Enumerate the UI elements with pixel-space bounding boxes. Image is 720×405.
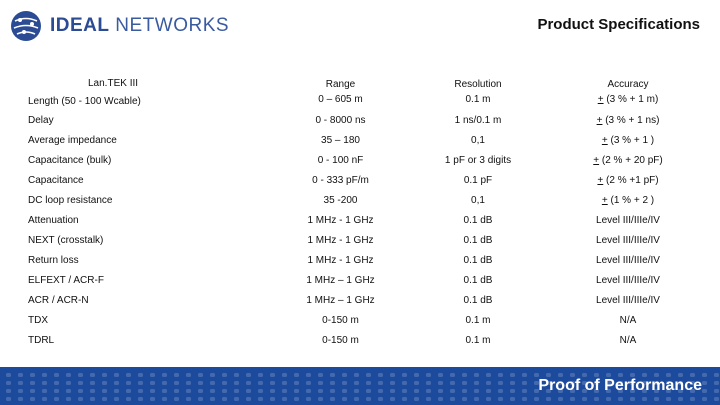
accuracy-cell <box>548 195 708 206</box>
footer-dot <box>282 381 287 385</box>
footer-dot <box>450 373 455 377</box>
footer-dot <box>54 373 59 377</box>
footer-dot <box>630 397 635 401</box>
header-accuracy-cell <box>548 77 708 107</box>
footer-dot <box>510 373 515 377</box>
footer-dot <box>414 381 419 385</box>
footer-dot <box>18 389 23 393</box>
footer-dot <box>150 397 155 401</box>
footer-dot <box>198 389 203 393</box>
footer-dot <box>78 397 83 401</box>
footer-dot <box>66 389 71 393</box>
accuracy-cell <box>548 115 708 126</box>
footer-dot <box>366 381 371 385</box>
footer-dot <box>342 381 347 385</box>
footer-dot <box>354 397 359 401</box>
footer-dot <box>66 397 71 401</box>
footer-dot <box>486 397 491 401</box>
footer-dot <box>390 373 395 377</box>
footer-dot <box>354 373 359 377</box>
footer-dot <box>594 397 599 401</box>
footer-dot <box>90 397 95 401</box>
accuracy-cell <box>548 335 708 346</box>
footer-dot <box>306 381 311 385</box>
footer-dot <box>402 381 407 385</box>
page-title: Product Specifications <box>537 16 700 33</box>
accuracy-cell <box>548 255 708 266</box>
footer-dot <box>354 389 359 393</box>
footer-dot <box>318 389 323 393</box>
footer-dot <box>78 389 83 393</box>
footer-dot <box>642 397 647 401</box>
footer-dot <box>126 389 131 393</box>
footer-dot <box>162 373 167 377</box>
accuracy-value: (3 % + 1 m) <box>603 94 659 105</box>
plus-minus-symbol: + <box>596 114 603 126</box>
footer-dot <box>618 397 623 401</box>
footer-dot <box>330 373 335 377</box>
header-resolution-cell <box>408 77 548 107</box>
footer-dot <box>282 397 287 401</box>
range-cell: 35 – 180 <box>321 134 360 146</box>
footer-dot <box>654 397 659 401</box>
footer-dot <box>174 389 179 393</box>
table-header-row <box>28 74 708 110</box>
footer-dot <box>366 397 371 401</box>
footer-dot <box>6 397 11 401</box>
footer-dot <box>18 373 23 377</box>
footer-dot <box>78 373 83 377</box>
param-cell: Capacitance (bulk) <box>28 154 112 166</box>
resolution-header: Resolution <box>454 79 502 90</box>
footer-dot <box>318 381 323 385</box>
footer-dot <box>426 381 431 385</box>
footer-dot <box>702 397 707 401</box>
header-range-cell <box>273 77 408 107</box>
footer-dot <box>330 389 335 393</box>
footer-dot <box>186 397 191 401</box>
footer-dot <box>294 373 299 377</box>
footer-dot <box>306 373 311 377</box>
footer-dot <box>66 373 71 377</box>
footer-dot <box>474 381 479 385</box>
footer-dot <box>462 397 467 401</box>
range-cell: 0-150 m <box>322 314 359 326</box>
footer-dot <box>246 373 251 377</box>
accuracy-cell <box>548 315 708 326</box>
accuracy-value: N/A <box>619 314 637 326</box>
param-cell: NEXT (crosstalk) <box>28 234 104 246</box>
accuracy-value: N/A <box>619 334 637 346</box>
footer-dot <box>18 381 23 385</box>
footer-dot <box>318 373 323 377</box>
footer-dot <box>690 397 695 401</box>
footer-dot <box>450 389 455 393</box>
accuracy-value: (3 % + 1 ) <box>607 134 655 146</box>
range-cell: 0-150 m <box>322 334 359 346</box>
footer-dot <box>510 381 515 385</box>
footer-dot <box>198 373 203 377</box>
footer-dot <box>294 397 299 401</box>
footer-dot <box>102 397 107 401</box>
range-cell: 1 MHz - 1 GHz <box>307 254 374 266</box>
footer-dot <box>42 381 47 385</box>
brand-name-bold: IDEAL <box>50 15 110 36</box>
footer-dot <box>126 397 131 401</box>
footer-dot <box>498 389 503 393</box>
footer-dot <box>222 381 227 385</box>
footer-dot <box>270 381 275 385</box>
footer-dot <box>222 373 227 377</box>
footer-dot <box>414 397 419 401</box>
footer-dot <box>486 373 491 377</box>
param-cell: Capacitance <box>28 174 84 186</box>
footer-dot <box>6 373 11 377</box>
footer-dot <box>342 397 347 401</box>
footer-dot <box>462 373 467 377</box>
param-cell: Average impedance <box>28 134 117 146</box>
footer-dot <box>378 389 383 393</box>
resolution-cell: 0.1 m <box>465 314 491 326</box>
footer-dot <box>306 397 311 401</box>
footer-dot <box>174 381 179 385</box>
footer-dot <box>150 373 155 377</box>
footer-dot <box>402 373 407 377</box>
resolution-cell: 1 pF or 3 digits <box>444 154 512 166</box>
footer-dot <box>534 397 539 401</box>
resolution-cell: 0,1 <box>471 134 485 146</box>
footer-dot <box>90 381 95 385</box>
footer-dot <box>114 381 119 385</box>
param-cell: DC loop resistance <box>28 194 113 206</box>
footer-dot <box>342 389 347 393</box>
footer-dot <box>378 381 383 385</box>
resolution-cell: 0,1 <box>471 194 485 206</box>
accuracy-value: Level III/IIIe/IV <box>596 214 660 226</box>
table-row <box>28 130 708 150</box>
accuracy-header: Accuracy <box>607 79 649 90</box>
table-row <box>28 270 708 290</box>
footer-dot <box>198 397 203 401</box>
table-row <box>28 330 708 350</box>
accuracy-value: Level III/IIIe/IV <box>596 294 660 306</box>
footer-dot <box>66 381 71 385</box>
footer-dot <box>498 397 503 401</box>
footer-dot <box>174 397 179 401</box>
table-row <box>28 250 708 270</box>
footer-dot <box>390 389 395 393</box>
footer-dot <box>702 381 707 385</box>
param-cell: Return loss <box>28 254 79 266</box>
footer-dot <box>138 373 143 377</box>
footer-dot <box>150 389 155 393</box>
plus-minus-symbol: + <box>601 134 608 146</box>
param-cell: TDX <box>28 314 48 326</box>
footer-dot <box>558 397 563 401</box>
resolution-cell: 0.1 dB <box>463 294 493 306</box>
plus-minus-symbol: + <box>601 194 608 206</box>
footer-dot <box>546 397 551 401</box>
param-cell: Delay <box>28 114 54 126</box>
footer-dot <box>378 373 383 377</box>
accuracy-cell <box>548 235 708 246</box>
resolution-cell: 0.1 pF <box>463 174 493 186</box>
footer-dot <box>414 389 419 393</box>
footer-dot <box>450 381 455 385</box>
footer-dot <box>270 397 275 401</box>
footer-dot <box>438 373 443 377</box>
resolution-cell: 0.1 dB <box>463 234 493 246</box>
brand-name-rest: NETWORKS <box>109 15 230 36</box>
footer-dot <box>90 389 95 393</box>
accuracy-value: Level III/IIIe/IV <box>596 254 660 266</box>
footer-dot <box>498 381 503 385</box>
footer-dot <box>522 389 527 393</box>
footer-dot <box>198 381 203 385</box>
range-cell: 1 MHz - 1 GHz <box>307 214 374 226</box>
plus-minus-symbol: + <box>593 154 600 166</box>
footer-dot <box>138 389 143 393</box>
accuracy-cell <box>548 175 708 186</box>
footer-dot <box>666 397 671 401</box>
footer-dot <box>522 373 527 377</box>
footer-dot <box>438 397 443 401</box>
brand-logo <box>10 10 229 42</box>
footer-dot <box>222 389 227 393</box>
footer-dot <box>6 381 11 385</box>
accuracy-value: (2 % +1 pF) <box>603 174 659 186</box>
footer-dot <box>498 373 503 377</box>
footer-dot <box>450 397 455 401</box>
param-cell: ELFEXT / ACR-F <box>28 274 104 286</box>
footer-dot <box>114 389 119 393</box>
accuracy-cell <box>548 295 708 306</box>
accuracy-cell <box>548 92 708 107</box>
footer-dot <box>30 373 35 377</box>
footer-dot <box>102 381 107 385</box>
footer-dot <box>54 389 59 393</box>
footer-dot <box>54 397 59 401</box>
footer-dot <box>42 389 47 393</box>
footer-dot <box>354 381 359 385</box>
footer-dot <box>54 381 59 385</box>
footer-dot <box>402 397 407 401</box>
footer-dot <box>150 381 155 385</box>
resolution-cell: 0.1 dB <box>463 274 493 286</box>
footer-dot <box>474 397 479 401</box>
table-row <box>28 110 708 130</box>
footer-dot <box>246 397 251 401</box>
footer-dot <box>186 381 191 385</box>
accuracy-value: Level III/IIIe/IV <box>596 274 660 286</box>
footer-dot <box>294 381 299 385</box>
footer-dot <box>714 397 719 401</box>
resolution-cell: 1 ns/0.1 m <box>454 114 502 126</box>
footer-dot <box>222 397 227 401</box>
footer-dot <box>114 397 119 401</box>
range-cell: 0 - 333 pF/m <box>312 174 369 186</box>
range-cell: 0 - 100 nF <box>317 154 364 166</box>
footer-dot <box>522 381 527 385</box>
footer-dot <box>42 373 47 377</box>
brand-name <box>50 15 229 37</box>
accuracy-cell <box>548 215 708 226</box>
range-cell: 0 - 8000 ns <box>315 114 366 126</box>
footer-dot <box>126 381 131 385</box>
footer-dot <box>426 373 431 377</box>
accuracy-cell <box>548 275 708 286</box>
footer-dot <box>138 381 143 385</box>
range-header: Range <box>325 79 356 90</box>
footer-dot <box>486 381 491 385</box>
range-cell: 1 MHz - 1 GHz <box>307 234 374 246</box>
footer-dot <box>426 397 431 401</box>
footer-dot <box>474 373 479 377</box>
footer-dot <box>678 397 683 401</box>
table-row <box>28 210 708 230</box>
plus-minus-symbol: + <box>597 174 604 186</box>
accuracy-cell <box>548 155 708 166</box>
param-cell: ACR / ACR-N <box>28 294 89 306</box>
footer-dot <box>162 381 167 385</box>
footer-dot <box>210 389 215 393</box>
footer-dot <box>582 397 587 401</box>
footer-dot <box>294 389 299 393</box>
resolution-cell: 0.1 dB <box>463 254 493 266</box>
footer-dot <box>510 389 515 393</box>
footer-dot <box>282 373 287 377</box>
footer-dot <box>486 389 491 393</box>
footer-dot <box>390 381 395 385</box>
footer-dot <box>702 373 707 377</box>
footer-dot <box>330 397 335 401</box>
footer-dot <box>714 373 719 377</box>
footer-dot <box>414 373 419 377</box>
footer-dot <box>426 389 431 393</box>
footer-dot <box>402 389 407 393</box>
footer-dot <box>258 373 263 377</box>
footer-dot <box>18 397 23 401</box>
footer-dot <box>306 389 311 393</box>
footer-dot <box>42 397 47 401</box>
accuracy-value: Level III/IIIe/IV <box>596 234 660 246</box>
footer-dot <box>210 373 215 377</box>
footer-dot <box>462 389 467 393</box>
table-row <box>28 230 708 250</box>
table-row <box>28 310 708 330</box>
accuracy-value: (1 % + 2 ) <box>607 194 655 206</box>
footer-dot <box>378 397 383 401</box>
table-row <box>28 290 708 310</box>
footer-dot <box>366 373 371 377</box>
table-row <box>28 170 708 190</box>
footer-dot <box>30 397 35 401</box>
footer-dot <box>234 373 239 377</box>
footer-dot <box>522 397 527 401</box>
footer-dot <box>258 397 263 401</box>
footer-dot <box>258 389 263 393</box>
globe-network-icon <box>10 10 42 42</box>
footer-dot <box>606 397 611 401</box>
footer-dot <box>210 381 215 385</box>
spec-table <box>28 74 708 350</box>
footer-dot <box>210 397 215 401</box>
footer-dot <box>318 397 323 401</box>
param-cell: Attenuation <box>28 214 79 226</box>
footer-dot <box>6 389 11 393</box>
footer-dot <box>126 373 131 377</box>
table-row <box>28 150 708 170</box>
accuracy-value: (3 % + 1 ns) <box>602 114 660 126</box>
product-name: Lan.TEK III <box>88 78 139 89</box>
footer-dot <box>282 389 287 393</box>
footer-dot <box>102 389 107 393</box>
footer-dot <box>270 389 275 393</box>
footer-dot <box>702 389 707 393</box>
footer-dot <box>462 381 467 385</box>
accuracy-cell <box>548 135 708 146</box>
footer-dot <box>114 373 119 377</box>
footer-dot <box>342 373 347 377</box>
footer-dot <box>162 389 167 393</box>
footer-dot <box>330 381 335 385</box>
footer-dot <box>234 389 239 393</box>
range-cell: 1 MHz – 1 GHz <box>306 294 375 306</box>
footer-dot <box>510 397 515 401</box>
footer-dot <box>186 373 191 377</box>
footer-dot <box>438 389 443 393</box>
header-param-cell <box>28 74 273 110</box>
range-cell: 35 -200 <box>323 194 358 206</box>
footer-dot <box>90 373 95 377</box>
footer-dot <box>390 397 395 401</box>
range-cell: 0 – 605 m <box>318 94 363 105</box>
footer-dot <box>102 373 107 377</box>
footer-dot <box>474 389 479 393</box>
footer-dot <box>186 389 191 393</box>
footer-dot <box>270 373 275 377</box>
footer-dot <box>234 397 239 401</box>
param-cell: TDRL <box>28 334 55 346</box>
footer-dot <box>714 389 719 393</box>
footer-dot <box>174 373 179 377</box>
resolution-cell: 0.1 m <box>465 334 491 346</box>
footer-dot <box>138 397 143 401</box>
footer-dot <box>714 381 719 385</box>
accuracy-value: (2 % + 20 pF) <box>599 154 663 166</box>
range-cell: 1 MHz – 1 GHz <box>306 274 375 286</box>
footer-dot <box>438 381 443 385</box>
footer-dot <box>234 381 239 385</box>
plus-minus-symbol: + <box>597 94 604 105</box>
param-cell: Length (50 - 100 Wcable) <box>28 96 141 107</box>
footer-dot <box>570 397 575 401</box>
footer-tagline: Proof of Performance <box>538 377 702 394</box>
footer-dot <box>258 381 263 385</box>
resolution-cell: 0.1 dB <box>463 214 493 226</box>
footer-dot <box>246 389 251 393</box>
footer-dot <box>30 389 35 393</box>
footer-bar <box>0 367 720 405</box>
footer-dot <box>162 397 167 401</box>
footer-dot <box>246 381 251 385</box>
table-row <box>28 190 708 210</box>
footer-dot <box>78 381 83 385</box>
footer-dot <box>30 381 35 385</box>
resolution-cell: 0.1 m <box>465 94 491 105</box>
footer-dot <box>366 389 371 393</box>
